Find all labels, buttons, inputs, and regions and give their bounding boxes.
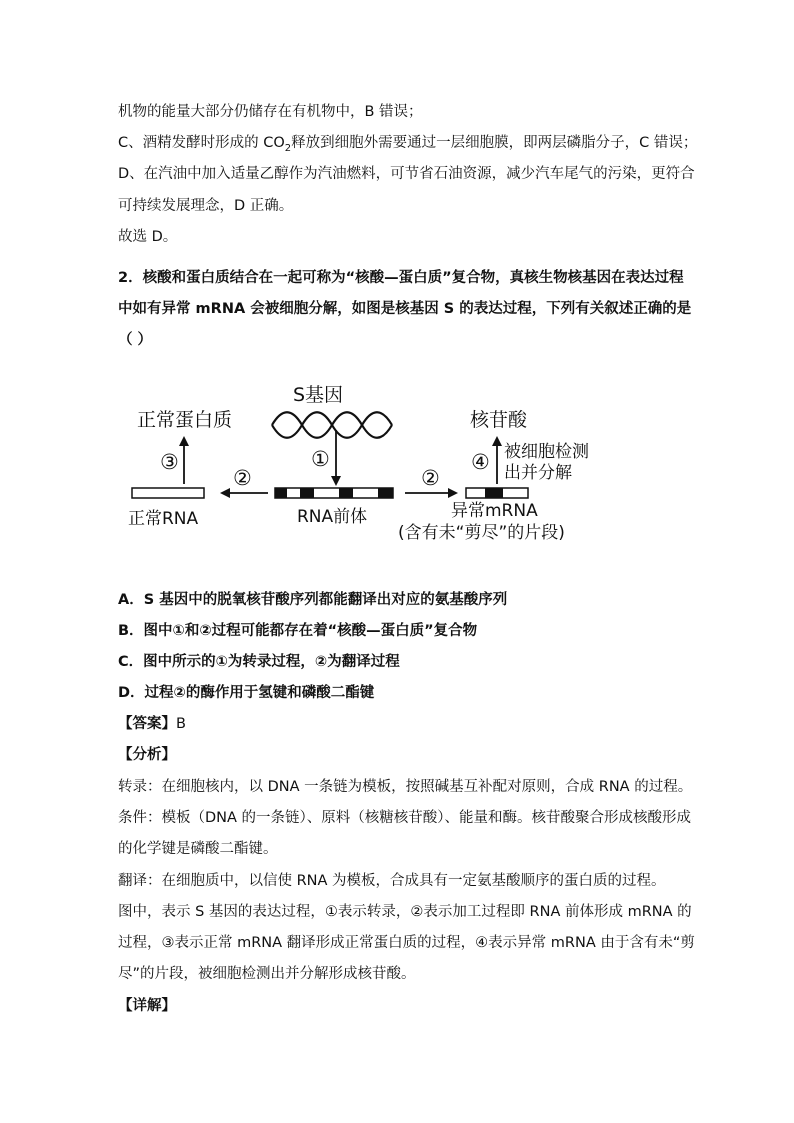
detail-label: 【详解】 (118, 998, 176, 1014)
answer-line (118, 714, 186, 734)
analysis-line-4: 翻译：在细胞质中，以信使 RNA 为模板，合成具有一定氨基酸顺序的蛋白质的过程。 (118, 873, 666, 889)
analysis-label: 【分析】 (118, 747, 176, 763)
detect-line-2: 出并分解 (504, 463, 572, 483)
arrow-translation-icon (179, 436, 189, 484)
abnormal-mrna-note: (含有未“剪尽”的片段) (398, 523, 565, 543)
step-1-label: ① (311, 447, 330, 471)
analysis-line-3: 的化学键是磷酸二酯键。 (118, 841, 278, 857)
step-2-right-label: ② (421, 466, 440, 490)
answer-value: B (176, 716, 186, 732)
normal-rna-label: 正常RNA (128, 509, 199, 529)
arrow-transcription-icon (331, 430, 341, 486)
question-line-2: 中如有异常 mRNA 会被细胞分解，如图是核基因 S 的表达过程，下列有关叙述正确的是 (118, 301, 692, 317)
normal-protein-label: 正常蛋白质 (137, 409, 233, 431)
intro-line-5: 故选 D。 (118, 229, 178, 245)
answer-label: 【答案】 (118, 716, 176, 732)
analysis-line-2: 条件：模板（DNA 的一条链）、原料（核糖核苷酸）、能量和酶。核苷酸聚合形成核酸形成 (118, 810, 692, 826)
abnormal-mrna-label: 异常mRNA (451, 501, 538, 521)
question-line-1: 2．核酸和蛋白质结合在一起可称为“核酸—蛋白质”复合物，真核生物核基因在表达过程 (118, 270, 684, 286)
intro-line-4: 可持续发展理念，D 正确。 (118, 198, 294, 214)
option-b: B．图中①和②过程可能都存在着“核酸—蛋白质”复合物 (118, 623, 478, 639)
step-2-left-label: ② (233, 466, 252, 490)
intro-line-2-pre: C、酒精发酵时形成的 CO (118, 135, 285, 151)
option-a: A．S 基因中的脱氧核苷酸序列都能翻译出对应的氨基酸序列 (118, 592, 508, 608)
abnormal-mrna-bar (466, 488, 528, 498)
nucleotide-label: 核苷酸 (470, 409, 528, 431)
rna-precursor-bar (275, 488, 393, 498)
option-d: D．过程②的酶作用于氢键和磷酸二酯键 (118, 685, 375, 701)
gene-expression-figure (0, 0, 794, 560)
dna-helix-icon (272, 412, 392, 438)
step-4-label: ④ (471, 450, 490, 474)
intro-line-3: D、在汽油中加入适量乙醇作为汽油燃料，可节省石油资源，减少汽车尾气的污染，更符合 (118, 166, 695, 182)
rna-precursor-label: RNA前体 (297, 507, 368, 527)
normal-rna-bar (132, 488, 204, 498)
intro-line-2-post: 释放到细胞外需要通过一层细胞膜，即两层磷脂分子，C 错误； (291, 135, 698, 151)
analysis-line-1: 转录：在细胞核内，以 DNA 一条链为模板，按照碱基互补配对原则，合成 RNA 的过程。 (118, 779, 693, 795)
s-gene-label: S基因 (293, 384, 344, 406)
question-line-3: （ ） (118, 332, 153, 348)
analysis-line-7: 尽”的片段，被细胞检测出并分解形成核苷酸。 (118, 966, 416, 982)
co2-subscript: 2 (284, 142, 292, 154)
detect-line-1: 被细胞检测 (504, 442, 589, 462)
option-c: C．图中所示的①为转录过程，②为翻译过程 (118, 654, 400, 670)
analysis-line-5: 图中，表示 S 基因的表达过程，①表示转录，②表示加工过程即 RNA 前体形成 mRNA 的 (118, 904, 692, 920)
analysis-line-6: 过程，③表示正常 mRNA 翻译形成正常蛋白质的过程，④表示异常 mRNA 由于含有未“剪 (118, 935, 695, 951)
arrow-degradation-icon (492, 436, 502, 484)
intro-line-1: 机物的能量大部分仍储存在有机物中，B 错误； (118, 104, 423, 120)
step-3-label: ③ (160, 450, 179, 474)
